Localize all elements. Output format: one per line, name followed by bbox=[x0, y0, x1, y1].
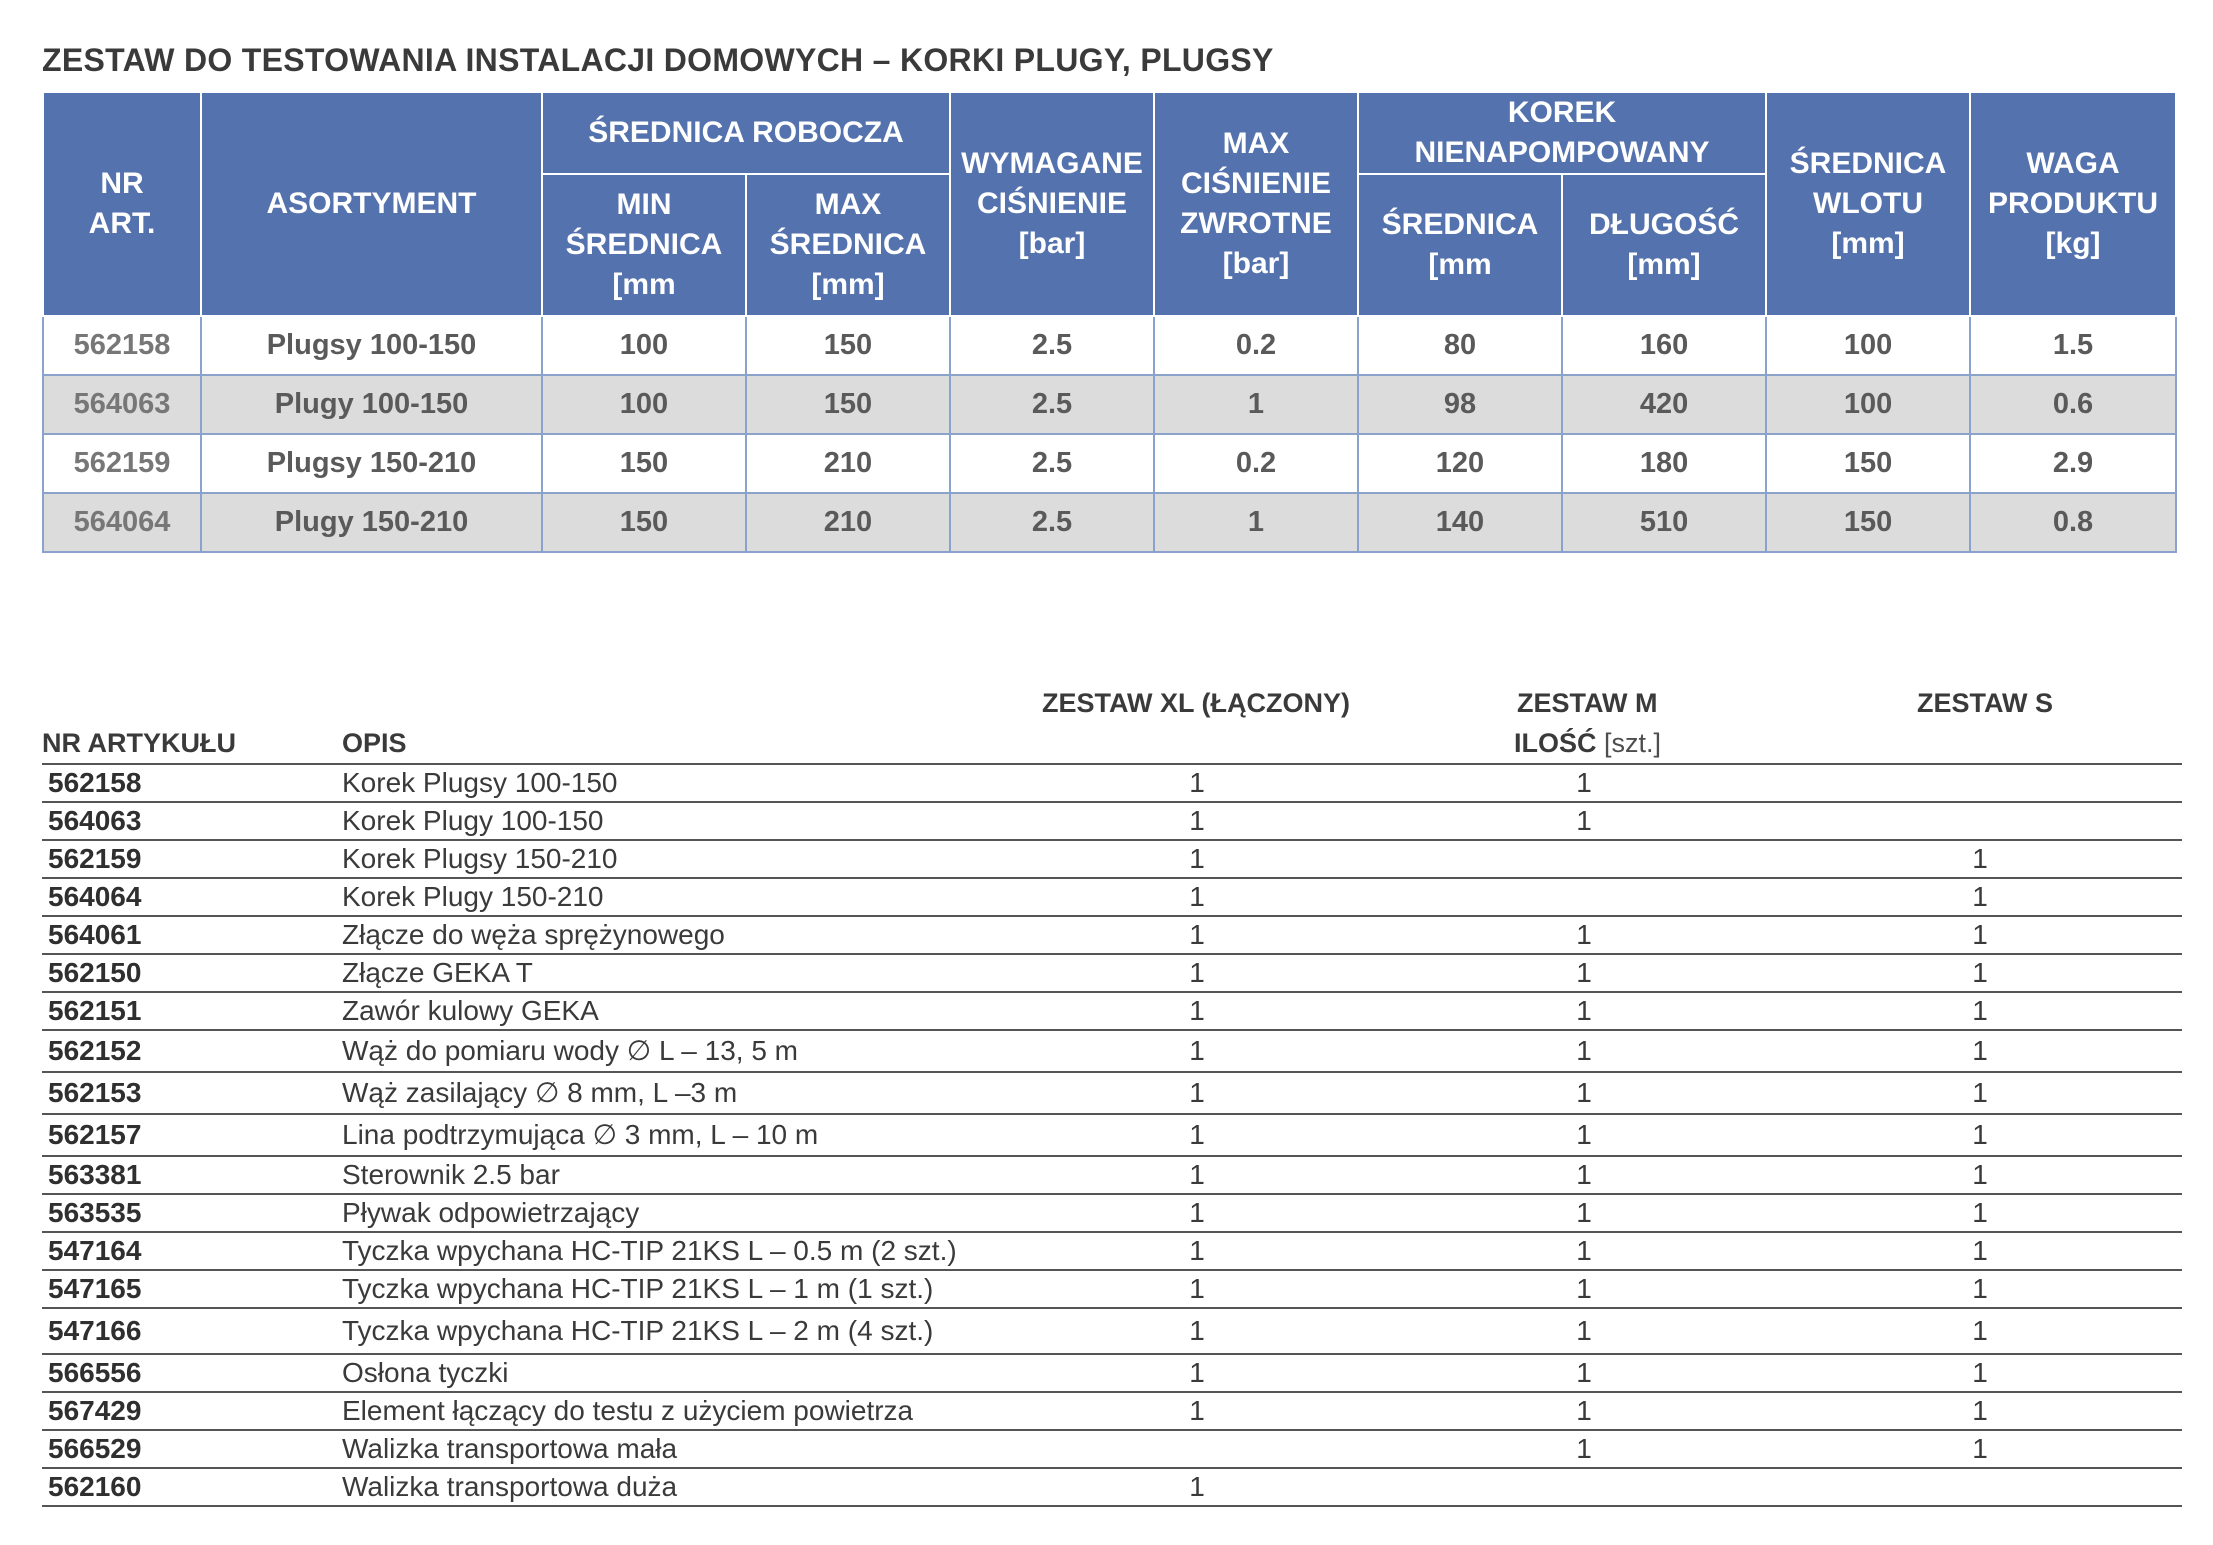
list-item bbox=[42, 1309, 2182, 1355]
cell-zestaw-m: 1 bbox=[1576, 805, 1592, 836]
cell-srednica-wlotu: 100 bbox=[1766, 375, 1970, 434]
list-item bbox=[42, 1393, 2182, 1431]
header-srednica-robocza: ŚREDNICA ROBOCZA bbox=[542, 92, 950, 174]
cell-zestaw-m: 1 bbox=[1576, 995, 1592, 1026]
cell-nr-artykulu: 547164 bbox=[48, 1235, 142, 1266]
cell-zestaw-xl: 1 bbox=[1189, 767, 1205, 798]
cell-zestaw-s: 1 bbox=[1972, 1035, 1988, 1066]
cell-korek-srednica: 120 bbox=[1358, 434, 1562, 493]
cell-max-srednica: 210 bbox=[746, 434, 950, 493]
cell-wymagane-cisnienie: 2.5 bbox=[950, 434, 1154, 493]
cell-zestaw-s: 1 bbox=[1972, 1395, 1988, 1426]
cell-max-cisnienie: 0.2 bbox=[1154, 316, 1358, 375]
cell-korek-srednica: 98 bbox=[1358, 375, 1562, 434]
cell-korek-dlugosc: 180 bbox=[1562, 434, 1766, 493]
cell-opis: Walizka transportowa mała bbox=[342, 1433, 678, 1464]
cell-nr-artykulu: 562158 bbox=[48, 767, 142, 798]
cell-nr-artykulu: 562159 bbox=[48, 843, 142, 874]
cell-zestaw-xl: 1 bbox=[1189, 843, 1205, 874]
cell-zestaw-m: 1 bbox=[1576, 767, 1592, 798]
cell-korek-dlugosc: 160 bbox=[1562, 316, 1766, 375]
header-waga-produktu: WAGA PRODUKTU [kg] bbox=[1970, 92, 2176, 316]
list-item bbox=[42, 917, 2182, 955]
cell-zestaw-s: 1 bbox=[1972, 1119, 1988, 1150]
cell-zestaw-m: 1 bbox=[1576, 1235, 1592, 1266]
cell-nr-artykulu: 567429 bbox=[48, 1395, 142, 1426]
cell-wymagane-cisnienie: 2.5 bbox=[950, 316, 1154, 375]
cell-nr-artykulu: 566556 bbox=[48, 1357, 142, 1388]
list-item bbox=[42, 1031, 2182, 1073]
list-item bbox=[42, 1431, 2182, 1469]
header-asortyment: ASORTYMENT bbox=[201, 92, 542, 316]
cell-opis: Wąż zasilający ∅ 8 mm, L –3 m bbox=[342, 1077, 738, 1108]
cell-opis: Sterownik 2.5 bar bbox=[342, 1159, 560, 1190]
cell-wymagane-cisnienie: 2.5 bbox=[950, 493, 1154, 552]
cell-zestaw-s: 1 bbox=[1972, 919, 1988, 950]
list-item bbox=[42, 955, 2182, 993]
cell-opis: Korek Plugy 100-150 bbox=[342, 805, 604, 836]
cell-nr-artykulu: 547165 bbox=[48, 1273, 142, 1304]
table-row bbox=[43, 375, 2176, 434]
list-item bbox=[42, 1233, 2182, 1271]
cell-zestaw-xl: 1 bbox=[1189, 1077, 1205, 1108]
header-wymagane-cisnienie: WYMAGANE CIŚNIENIE [bar] bbox=[950, 92, 1154, 316]
cell-nr-artykulu: 563535 bbox=[48, 1197, 142, 1228]
cell-opis: Zawór kulowy GEKA bbox=[342, 995, 599, 1026]
cell-zestaw-xl: 1 bbox=[1189, 995, 1205, 1026]
list-item bbox=[42, 1073, 2182, 1115]
cell-max-srednica: 150 bbox=[746, 316, 950, 375]
header-korek-srednica: ŚREDNICA [mm bbox=[1358, 174, 1562, 316]
cell-zestaw-m: 1 bbox=[1576, 1159, 1592, 1190]
cell-opis: Osłona tyczki bbox=[342, 1357, 509, 1388]
cell-max-cisnienie: 1 bbox=[1154, 493, 1358, 552]
header-max-srednica: MAX ŚREDNICA [mm] bbox=[746, 174, 950, 316]
header-srednica-wlotu: ŚREDNICA WLOTU [mm] bbox=[1766, 92, 1970, 316]
cell-zestaw-xl: 1 bbox=[1189, 1159, 1205, 1190]
cell-opis: Pływak odpowietrzający bbox=[342, 1197, 640, 1228]
cell-zestaw-xl: 1 bbox=[1189, 805, 1205, 836]
header-max-cisnienie: MAX CIŚNIENIE ZWROTNE [bar] bbox=[1154, 92, 1358, 316]
cell-nr-artykulu: 566529 bbox=[48, 1433, 142, 1464]
list-item bbox=[42, 803, 2182, 841]
cell-nr-artykulu: 562150 bbox=[48, 957, 142, 988]
cell-opis: Złącze GEKA T bbox=[342, 957, 533, 988]
cell-opis: Element łączący do testu z użyciem powietrza bbox=[342, 1395, 914, 1426]
kit-table-header bbox=[42, 683, 2182, 763]
list-item bbox=[42, 993, 2182, 1031]
page-title: ZESTAW DO TESTOWANIA INSTALACJI DOMOWYCH – KORKI PLUGY, PLUGSY bbox=[42, 42, 1274, 78]
header-zestaw-m: ZESTAW M bbox=[1517, 688, 1658, 718]
table-row bbox=[43, 434, 2176, 493]
cell-zestaw-m: 1 bbox=[1576, 1273, 1592, 1304]
cell-zestaw-xl: 1 bbox=[1189, 957, 1205, 988]
header-zestaw-s: ZESTAW S bbox=[1917, 688, 2054, 718]
cell-zestaw-m: 1 bbox=[1576, 1035, 1592, 1066]
cell-nr-artykulu: 564063 bbox=[48, 805, 142, 836]
cell-zestaw-m: 1 bbox=[1576, 1119, 1592, 1150]
cell-min-srednica: 100 bbox=[542, 375, 746, 434]
cell-zestaw-s: 1 bbox=[1972, 1235, 1988, 1266]
cell-opis: Tyczka wpychana HC-TIP 21KS L – 2 m (4 szt.) bbox=[342, 1315, 934, 1346]
cell-min-srednica: 150 bbox=[542, 434, 746, 493]
cell-srednica-wlotu: 150 bbox=[1766, 493, 1970, 552]
cell-opis: Tyczka wpychana HC-TIP 21KS L – 1 m (1 szt.) bbox=[342, 1273, 934, 1304]
cell-zestaw-xl: 1 bbox=[1189, 1395, 1205, 1426]
list-item bbox=[42, 1271, 2182, 1309]
cell-zestaw-s: 1 bbox=[1972, 1077, 1988, 1108]
cell-korek-srednica: 140 bbox=[1358, 493, 1562, 552]
kit-contents-table bbox=[42, 683, 2182, 1507]
header-ilosc: ILOŚĆ [szt.] bbox=[1514, 728, 1662, 758]
list-item bbox=[42, 1195, 2182, 1233]
cell-korek-dlugosc: 420 bbox=[1562, 375, 1766, 434]
cell-wymagane-cisnienie: 2.5 bbox=[950, 375, 1154, 434]
cell-waga: 0.6 bbox=[1970, 375, 2176, 434]
cell-asortyment: Plugy 100-150 bbox=[201, 375, 542, 434]
cell-zestaw-xl: 1 bbox=[1189, 1119, 1205, 1150]
list-item bbox=[42, 879, 2182, 917]
cell-max-cisnienie: 1 bbox=[1154, 375, 1358, 434]
cell-opis: Korek Plugsy 100-150 bbox=[342, 767, 618, 798]
cell-zestaw-xl: 1 bbox=[1189, 1471, 1205, 1502]
cell-nr-artykulu: 547166 bbox=[48, 1315, 142, 1346]
table-row bbox=[43, 493, 2176, 552]
header-korek-nienapompowany: KOREK NIENAPOMPOWANY bbox=[1358, 92, 1766, 174]
cell-max-srednica: 150 bbox=[746, 375, 950, 434]
cell-zestaw-s: 1 bbox=[1972, 1273, 1988, 1304]
cell-max-srednica: 210 bbox=[746, 493, 950, 552]
product-spec-table bbox=[42, 91, 2177, 553]
cell-zestaw-s: 1 bbox=[1972, 1197, 1988, 1228]
list-item bbox=[42, 1157, 2182, 1195]
cell-srednica-wlotu: 150 bbox=[1766, 434, 1970, 493]
cell-zestaw-xl: 1 bbox=[1189, 1357, 1205, 1388]
cell-nr-artykulu: 564064 bbox=[48, 881, 142, 912]
header-nr-art: NR ART. bbox=[43, 92, 201, 316]
cell-zestaw-xl: 1 bbox=[1189, 1235, 1205, 1266]
cell-zestaw-m: 1 bbox=[1576, 1315, 1592, 1346]
cell-zestaw-m: 1 bbox=[1576, 957, 1592, 988]
cell-opis: Walizka transportowa duża bbox=[342, 1471, 678, 1502]
list-item bbox=[42, 841, 2182, 879]
cell-zestaw-s: 1 bbox=[1972, 1159, 1988, 1190]
cell-zestaw-m: 1 bbox=[1576, 1433, 1592, 1464]
cell-korek-srednica: 80 bbox=[1358, 316, 1562, 375]
header-nr-artykulu: NR ARTYKUŁU bbox=[42, 728, 236, 758]
cell-nr-art: 564063 bbox=[43, 375, 201, 434]
cell-opis: Złącze do węża sprężynowego bbox=[342, 919, 725, 950]
cell-zestaw-xl: 1 bbox=[1189, 881, 1205, 912]
cell-nr-artykulu: 562151 bbox=[48, 995, 142, 1026]
cell-zestaw-xl: 1 bbox=[1189, 1197, 1205, 1228]
cell-max-cisnienie: 0.2 bbox=[1154, 434, 1358, 493]
cell-zestaw-s: 1 bbox=[1972, 1357, 1988, 1388]
cell-zestaw-s: 1 bbox=[1972, 1315, 1988, 1346]
cell-zestaw-s: 1 bbox=[1972, 843, 1988, 874]
cell-zestaw-s: 1 bbox=[1972, 881, 1988, 912]
cell-nr-artykulu: 562152 bbox=[48, 1035, 142, 1066]
cell-opis: Lina podtrzymująca ∅ 3 mm, L – 10 m bbox=[342, 1119, 819, 1150]
cell-opis: Wąż do pomiaru wody ∅ L – 13, 5 m bbox=[342, 1035, 798, 1066]
cell-nr-artykulu: 562160 bbox=[48, 1471, 142, 1502]
cell-zestaw-m: 1 bbox=[1576, 919, 1592, 950]
cell-waga: 0.8 bbox=[1970, 493, 2176, 552]
cell-nr-artykulu: 562157 bbox=[48, 1119, 142, 1150]
cell-opis: Korek Plugsy 150-210 bbox=[342, 843, 618, 874]
table-row bbox=[43, 316, 2176, 375]
list-item bbox=[42, 1355, 2182, 1393]
cell-zestaw-m: 1 bbox=[1576, 1077, 1592, 1108]
cell-nr-artykulu: 563381 bbox=[48, 1159, 142, 1190]
cell-min-srednica: 150 bbox=[542, 493, 746, 552]
cell-korek-dlugosc: 510 bbox=[1562, 493, 1766, 552]
cell-min-srednica: 100 bbox=[542, 316, 746, 375]
cell-nr-art: 564064 bbox=[43, 493, 201, 552]
header-min-srednica: MIN ŚREDNICA [mm bbox=[542, 174, 746, 316]
list-item bbox=[42, 763, 2182, 803]
cell-opis: Korek Plugy 150-210 bbox=[342, 881, 604, 912]
cell-zestaw-xl: 1 bbox=[1189, 1273, 1205, 1304]
list-item bbox=[42, 1115, 2182, 1157]
cell-asortyment: Plugsy 150-210 bbox=[201, 434, 542, 493]
cell-nr-art: 562159 bbox=[43, 434, 201, 493]
cell-zestaw-s: 1 bbox=[1972, 957, 1988, 988]
cell-zestaw-m: 1 bbox=[1576, 1357, 1592, 1388]
cell-zestaw-s: 1 bbox=[1972, 1433, 1988, 1464]
cell-zestaw-s: 1 bbox=[1972, 995, 1988, 1026]
cell-nr-art: 562158 bbox=[43, 316, 201, 375]
header-korek-dlugosc: DŁUGOŚĆ [mm] bbox=[1562, 174, 1766, 316]
header-zestaw-xl: ZESTAW XL (ŁĄCZONY) bbox=[1042, 688, 1350, 718]
cell-asortyment: Plugy 150-210 bbox=[201, 493, 542, 552]
cell-zestaw-m: 1 bbox=[1576, 1395, 1592, 1426]
cell-srednica-wlotu: 100 bbox=[1766, 316, 1970, 375]
cell-asortyment: Plugsy 100-150 bbox=[201, 316, 542, 375]
cell-nr-artykulu: 564061 bbox=[48, 919, 142, 950]
cell-zestaw-xl: 1 bbox=[1189, 919, 1205, 950]
header-opis: OPIS bbox=[342, 728, 407, 758]
cell-nr-artykulu: 562153 bbox=[48, 1077, 142, 1108]
cell-zestaw-xl: 1 bbox=[1189, 1035, 1205, 1066]
cell-waga: 1.5 bbox=[1970, 316, 2176, 375]
list-item bbox=[42, 1469, 2182, 1507]
cell-opis: Tyczka wpychana HC-TIP 21KS L – 0.5 m (2 szt.) bbox=[342, 1235, 957, 1266]
cell-zestaw-xl: 1 bbox=[1189, 1315, 1205, 1346]
cell-zestaw-m: 1 bbox=[1576, 1197, 1592, 1228]
cell-waga: 2.9 bbox=[1970, 434, 2176, 493]
